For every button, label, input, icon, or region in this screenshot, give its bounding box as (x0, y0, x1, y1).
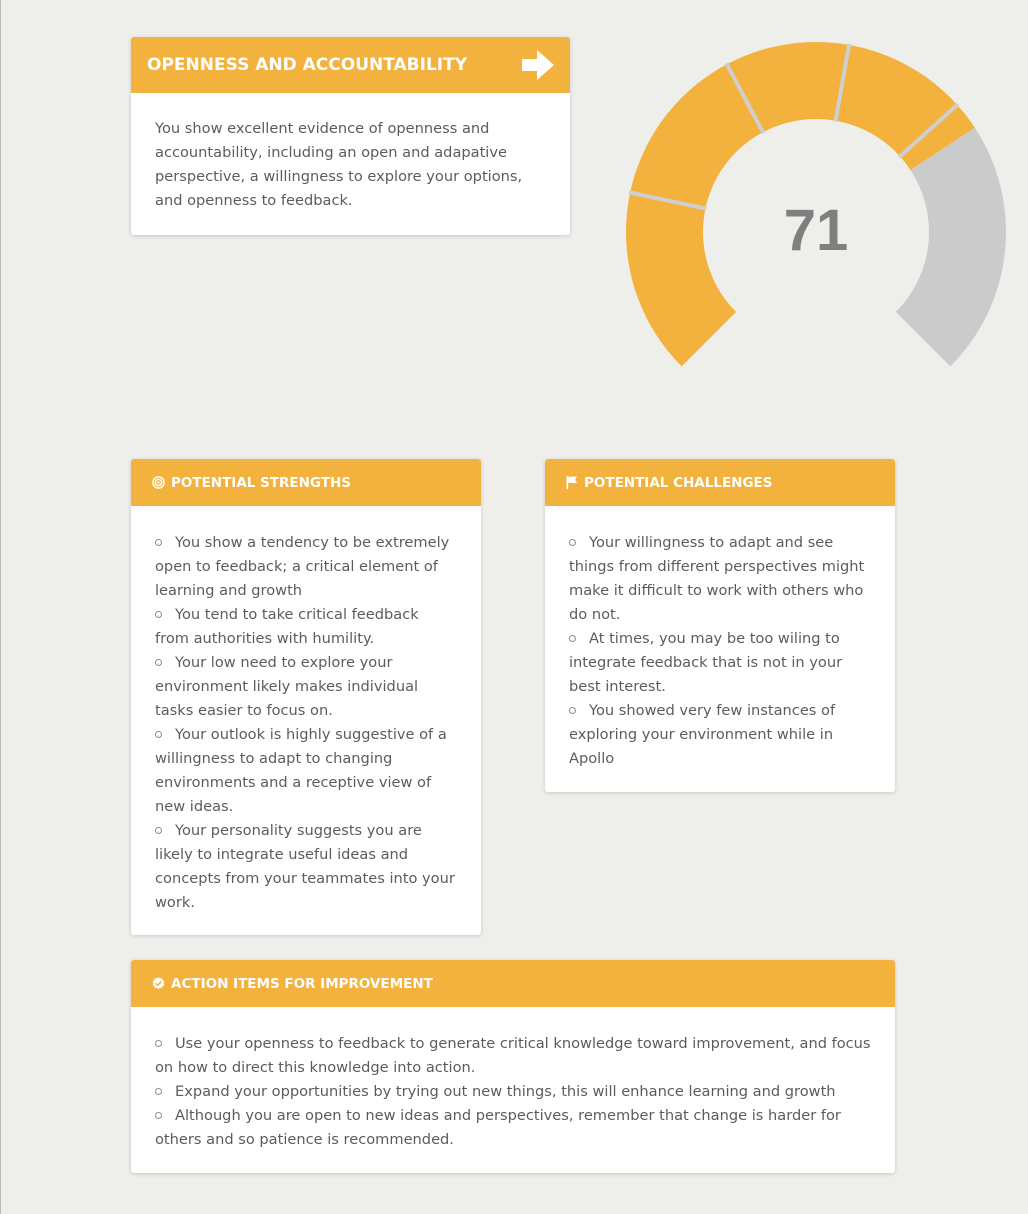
action-items-list (155, 1032, 871, 1152)
flag-icon (566, 476, 578, 489)
strengths-card (131, 459, 481, 935)
challenges-card-header (545, 459, 895, 506)
arrow-right-icon[interactable] (522, 50, 554, 80)
list-item: Use your openness to feedback to generate critical knowledge toward improvement, and focus on how to direct this knowledge into action. (155, 1035, 871, 1076)
strengths-title: POTENTIAL STRENGTHS (171, 474, 352, 491)
list-item: Your low need to explore your environment likely makes individual tasks easier to focus on. (155, 654, 419, 719)
action-items-card-header (131, 960, 895, 1007)
list-item: Your outlook is highly suggestive of a willingness to adapt to changing environments and a receptive view of new ideas. (155, 726, 447, 815)
challenges-title: POTENTIAL CHALLENGES (584, 474, 773, 491)
openness-card-header[interactable] (131, 37, 570, 93)
openness-card (131, 37, 570, 235)
list-item: Expand your opportunities by trying out new things, this will enhance learning and growth (155, 1080, 871, 1104)
list-item: You tend to take critical feedback from authorities with humility. (155, 606, 419, 647)
list-item: You show a tendency to be extremely open to feedback; a critical element of learning and growth (155, 534, 450, 599)
strengths-card-header (131, 459, 481, 506)
score-gauge (616, 32, 1016, 377)
list-item: Although you are open to new ideas and perspectives, remember that change is harder for others and so patience is recommended. (155, 1107, 841, 1148)
action-items-card (131, 960, 895, 1173)
target-icon (152, 476, 165, 489)
action-items-title: ACTION ITEMS FOR IMPROVEMENT (171, 975, 433, 992)
list-item: You showed very few instances of exploring your environment while in Apollo (569, 702, 836, 767)
challenges-list (569, 531, 871, 771)
list-item: Your willingness to adapt and see things from different perspectives might make it difficult to work with others who do not. (569, 534, 865, 623)
strengths-list (155, 531, 457, 915)
openness-card-title: OPENNESS AND ACCOUNTABILITY (147, 55, 468, 75)
list-item: At times, you may be too wiling to integrate feedback that is not in your best interest. (569, 630, 843, 695)
check-badge-icon (152, 977, 165, 990)
list-item: Your personality suggests you are likely to integrate useful ideas and concepts from your teammates into your work. (155, 822, 455, 911)
score-value: 71 (783, 198, 849, 263)
challenges-card (545, 459, 895, 792)
openness-description: You show excellent evidence of openness and accountability, including an open and adapative perspective, a willingness to explore your options, and openness to feedback. (155, 120, 523, 209)
